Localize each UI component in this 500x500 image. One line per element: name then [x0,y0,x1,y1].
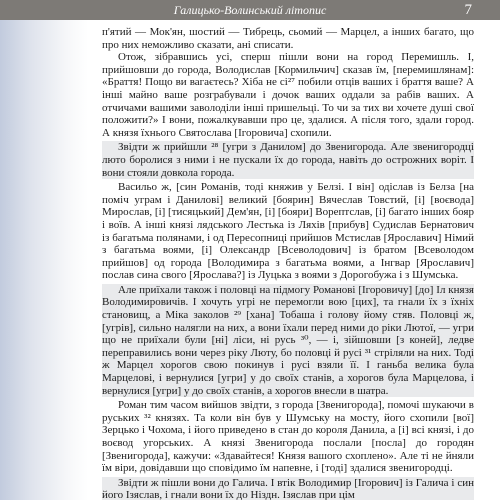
paragraph: Отож, зібравшись усі, сперш пішли вони на город Перемишль. І, прийшовши до города, Володислав [Кормильчич] сказав їм, [перемишлянам]: «Браття! Пощо ви вагаєтесь? Хіба не сі²⁷ побили отців ваших і браття ваше? А інші майно ваше розграбували і дочок ваших оддали за рабів ваших. А отчичами вашими заволоділи інші пришельці. То чи за тих ви хочете душі свої положити?» І вони, пожалкувавши про це, здалися. А після того, здали город. А князя їхнього Святослава [Ігоровича] схопили. [102,51,474,139]
running-title: Галицько-Волинський літопис [173,3,327,17]
paragraph: Васильо ж, [син Романів, тоді княжив у Белзі. І він] одіслав із Белза [на поміч уграм і Данилові] великий [боярин] Вячеслав Товстий, [і] [воєвода] Мирослав, [і] [тисяцький] Дем'ян, [і] [бояри] Ворептслав, [і] багато інших бояр і воїв. А інші князі лядського Лестька із Ляхів [прибув] Судислав Бернатович із багатьма полянами, і од Пересопниці прийшов Мстислав [Ярославич] Німий з багатьма воями, [і] Олександр [Всеволодович] із братом [Всеволодом прийшов] од города [Володимира з багатьма воями, а Інгвар [Ярославич] послав сина свого [Ярослава?] із Луцька з воями з Дорогобужа і з Шумська. [102,181,474,282]
paragraph: Роман тим часом вийшов звідти, з города [Звенигорода], помочі шукаючи в руських ³² князях. Та коли він був у Шумську на мосту, його схопили [вої] Зерцько і Чохома, і його приведено в стан до короля Данила, а [і] всі князі, і до воєвод угорських. А князі Звенигорода послали [посла] до городян [Звенигорода], кажучи: «Здавайтеся! Князя вашого схоплено». Але ті не йняли їм віри, довідавши що сповідимо їм напевне, і [тоді] здалися звенигородці. [102,399,474,475]
paragraph: Звідти ж прийшли ²⁸ [угри з Данилом] до Звенигорода. Але звенигородці люто боролися з ними і не пускали їх до города, навіть до острожних воріт. І вони стояли довкола города. [102,141,474,179]
page-header [0,0,500,20]
paragraph: Звідти ж пішли вони до Галича. І втік Володимир [Ігорович] із Галича і син його Ізяслав, і гнали вони їх до Ніздн. Ізяслав при цім [102,476,474,500]
paragraph: Але приїхали також і половці на підмогу Романові [Ігоровичу] [до] Іл князя Володимировичів. І хочуть угрі не перемогли вою [цих], та гнали їх з їхніх становищ, а Міка заколов ²⁹ [хана] Тобаша і голову йому стяв. Половці ж, [угрів], сильно налягли на них, а вони їхали перед ними до ріки Лютої, — угри що не приїхали були [ні] ліси, ні русь ³⁰, — і, зійшовши [з коней], ледве переправились вони через ріку Люту, бо половці й русі ³¹ стріляли на них. Тоді ж Марцел хорогов свою покинув і русі взяли її. І ганьба велика була Марцелові, і вернулися [угри] у до своїх станів, а хорогов була Марцелова, і вернулися [угри] у до своїх станів, а хорогов внесли в шатра. [102,283,474,397]
page-spine-shadow [0,20,88,500]
paragraph: п'ятий — Мок'ян, шостий — Тибрець, сьомий — Марцел, а інших багато, що про них неможливо сказати, ані списати. [102,26,474,51]
body-text [102,26,474,500]
page-number: 7 [464,2,472,18]
